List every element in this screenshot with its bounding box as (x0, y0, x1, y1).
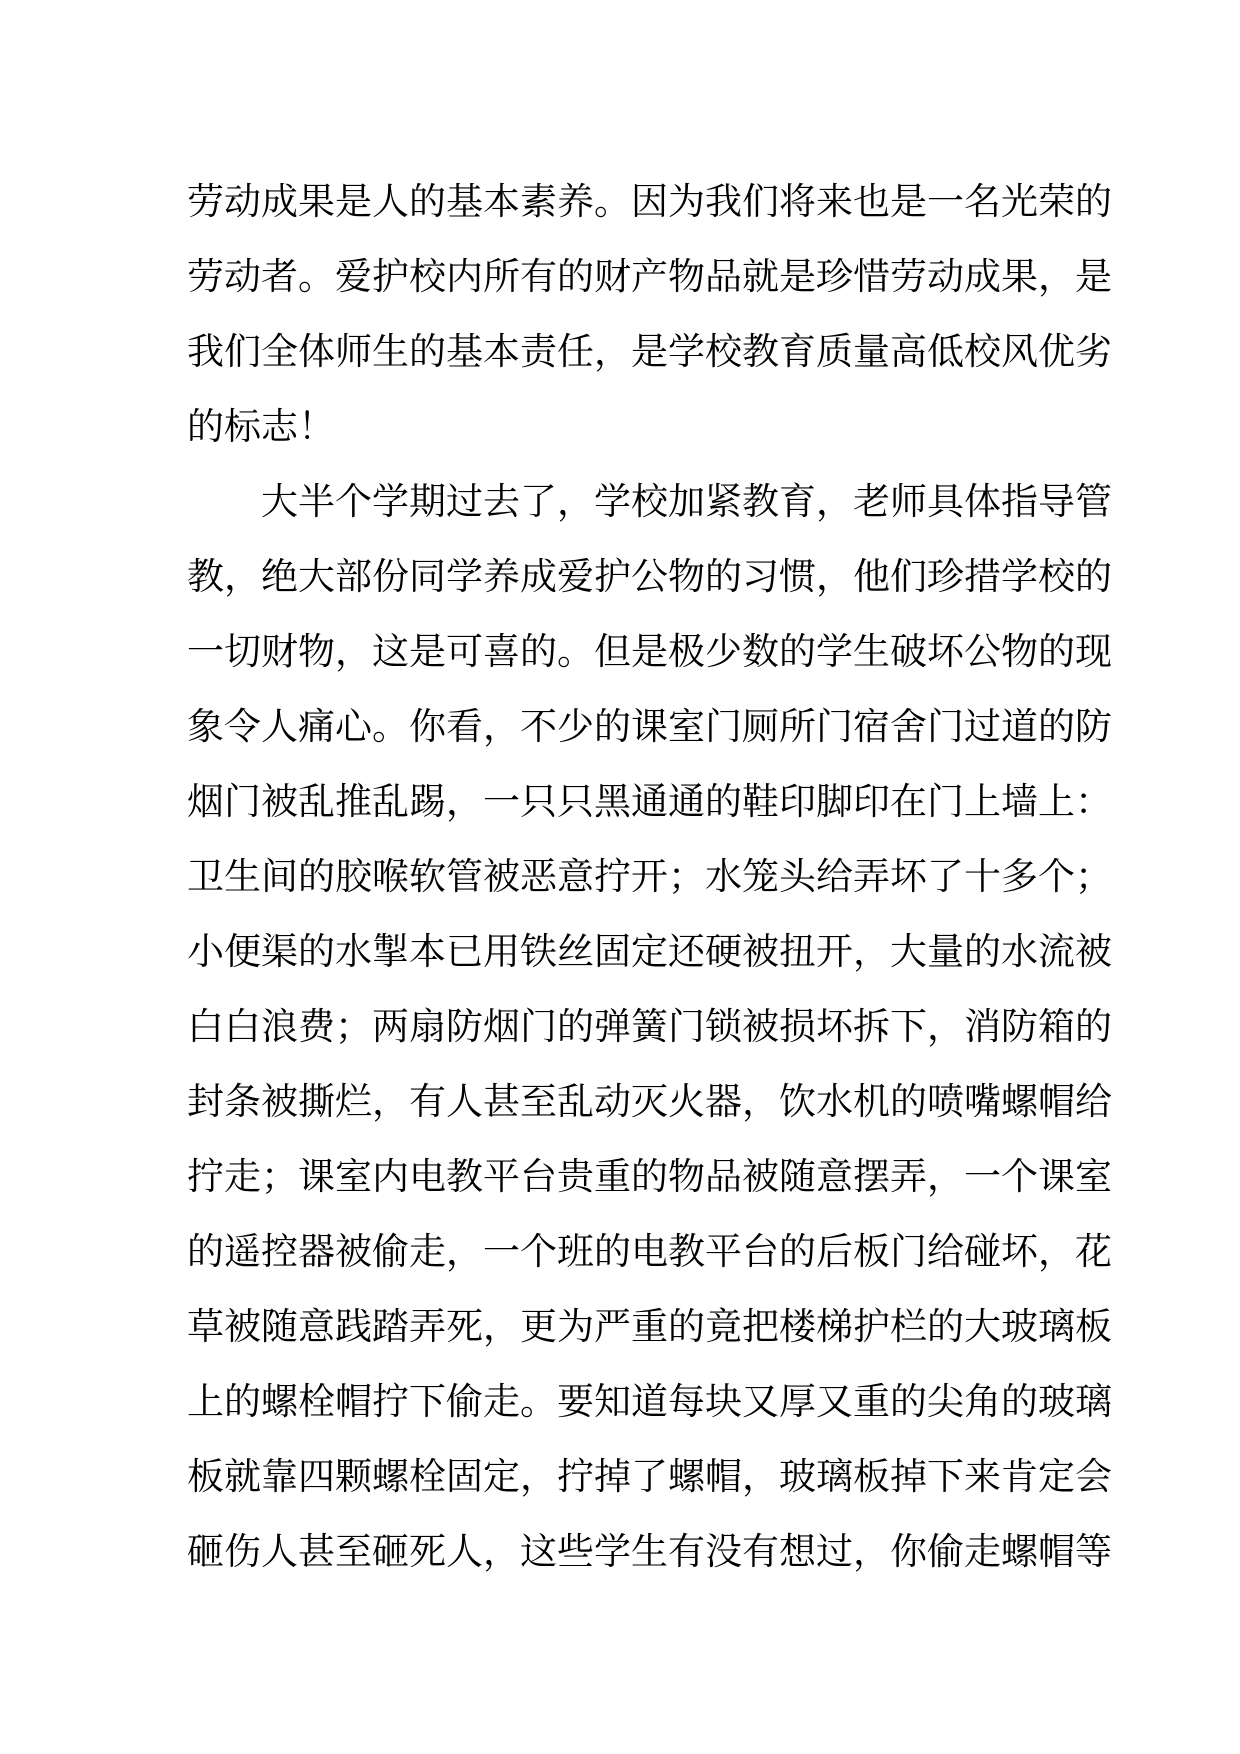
text-line: 上的螺栓帽拧下偷走。要知道每块又厚又重的尖角的玻璃 (187, 1380, 1112, 1423)
text-line: 一切财物，这是可喜的。但是极少数的学生破坏公物的现 (187, 630, 1112, 673)
body-text (187, 164, 1112, 1589)
text-line: 大半个学期过去了，学校加紧教育，老师具体指导管 (261, 480, 1112, 523)
text-line: 封条被撕烂，有人甚至乱动灭火器，饮水机的喷嘴螺帽给 (187, 1080, 1112, 1123)
text-line: 板就靠四颗螺栓固定，拧掉了螺帽，玻璃板掉下来肯定会 (187, 1455, 1112, 1498)
paragraph-1 (187, 164, 1112, 464)
text-line: 小便渠的水掣本已用铁丝固定还硬被扭开，大量的水流被 (187, 930, 1112, 973)
text-line: 拧走；课室内电教平台贵重的物品被随意摆弄，一个课室 (187, 1155, 1112, 1198)
text-line: 草被随意践踏弄死，更为严重的竟把楼梯护栏的大玻璃板 (187, 1305, 1112, 1348)
text-line: 我们全体师生的基本责任，是学校教育质量高低校风优劣 (187, 330, 1112, 373)
text-line: 的标志！ (187, 405, 335, 448)
paragraph-2 (187, 464, 1112, 1589)
text-line: 教，绝大部份同学养成爱护公物的习惯，他们珍措学校的 (187, 555, 1112, 598)
text-line: 烟门被乱推乱踢，一只只黑通通的鞋印脚印在门上墙上： (187, 780, 1112, 823)
text-line: 白白浪费；两扇防烟门的弹簧门锁被损坏拆下，消防箱的 (187, 1005, 1112, 1048)
text-line: 劳动成果是人的基本素养。因为我们将来也是一名光荣的 (187, 180, 1112, 223)
text-line: 的遥控器被偷走，一个班的电教平台的后板门给碰坏，花 (187, 1230, 1112, 1273)
text-line: 象令人痛心。你看，不少的课室门厕所门宿舍门过道的防 (187, 705, 1112, 748)
text-line: 卫生间的胶喉软管被恶意拧开；水笼头给弄坏了十多个； (187, 855, 1112, 898)
text-line: 劳动者。爱护校内所有的财产物品就是珍惜劳动成果，是 (187, 255, 1112, 298)
text-line: 砸伤人甚至砸死人，这些学生有没有想过，你偷走螺帽等 (187, 1530, 1112, 1573)
